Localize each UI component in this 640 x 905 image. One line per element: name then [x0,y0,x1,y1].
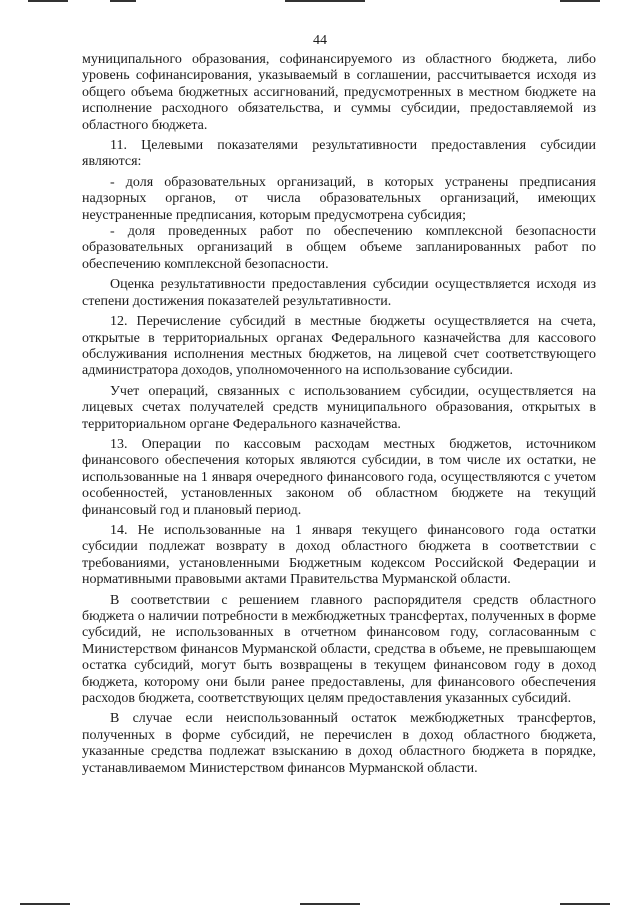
paragraph-item-12: 12. Перечисление субсидий в местные бюджеты осуществляется на счета, открытые в территориальных органах Федерального казначейства для кассового обслуживания исполнения местных бюджетов, на лицевой счет соответствующего администратора доходов, уполномоченного на использование субсидии. [82,314,596,379]
paragraph-item-13: 13. Операции по кассовым расходам местных бюджетов, источником финансового обеспечения которых являются субсидии, в том числе их остатки, не использованные на 1 января очередного финансового года, осуществляются с учетом особенностей, установленных законом об областном бюджете на текущий финансовый год и плановый период. [82,436,596,518]
paragraph-item-14: 14. Не использованные на 1 января текущего финансового года остатки субсидии подлежат возврату в доход областного бюджета в соответствии с требованиями, установленными Бюджетным кодексом Российской Федерации и нормативными правовыми актами Правительства Мурманской области. [82,522,596,588]
paragraph-indicator-2: - доля проведенных работ по обеспечению комплексной безопасности образовательных организаций в общем объеме запланированных работ по обеспечению комплексной безопасности. [82,224,596,272]
paragraph-return-decision: В соответствии с решением главного распорядителя средств областного бюджета о наличии потребности в межбюджетных трансфертах, полученных в форме субсидий, не использованных в отчетном финансовом году, согласованным с Министерством финансов Мурманской области, средства в объеме, не превышающем остатка субсидий, могут быть возвращены в текущем финансовом году в доход бюджета, которому они были ранее предоставлены, для финансового обеспечения расходов бюджета, соответствующих целям предоставления указанных субсидий. [82,592,596,707]
scan-edge-top [0,0,640,4]
paragraph-evaluation: Оценка результативности предоставления субсидии осуществляется исходя из степени достижения показателей результативности. [82,277,596,309]
paragraph-accounting: Учет операций, связанных с использованием субсидии, осуществляется на лицевых счетах получателей средств муниципального образования, открытых в территориальном органе Федерального казначейства. [82,383,596,432]
paragraph-recovery: В случае если неиспользованный остаток межбюджетных трансфертов, полученных в форме субсидий, не перечислен в доход областного бюджета, указанные средства подлежат взысканию в доход областного бюджета в порядке, устанавливаемом Министерством финансов Мурманской области. [82,711,596,776]
scan-edge-bottom [0,901,640,905]
document-body [82,52,596,777]
paragraph-continuation: муниципального образования, софинансируемого из областного бюджета, либо уровень софинансирования, указываемый в соглашении, рассчитывается исходя из общего объема бюджетных ассигнований, предусмотренных в местном бюджете на исполнение расходного обязательства, и суммы субсидии, предоставляемой из областного бюджета. [82,52,596,133]
page-number: 44 [313,33,327,48]
paragraph-item-11: 11. Целевыми показателями результативности предоставления субсидии являются: [82,138,596,170]
paragraph-indicator-1: - доля образовательных организаций, в которых устранены предписания надзорных органов, от числа образовательных организаций, имеющих неустраненные предписания, которым предусмотрена субсидия; [82,174,596,223]
